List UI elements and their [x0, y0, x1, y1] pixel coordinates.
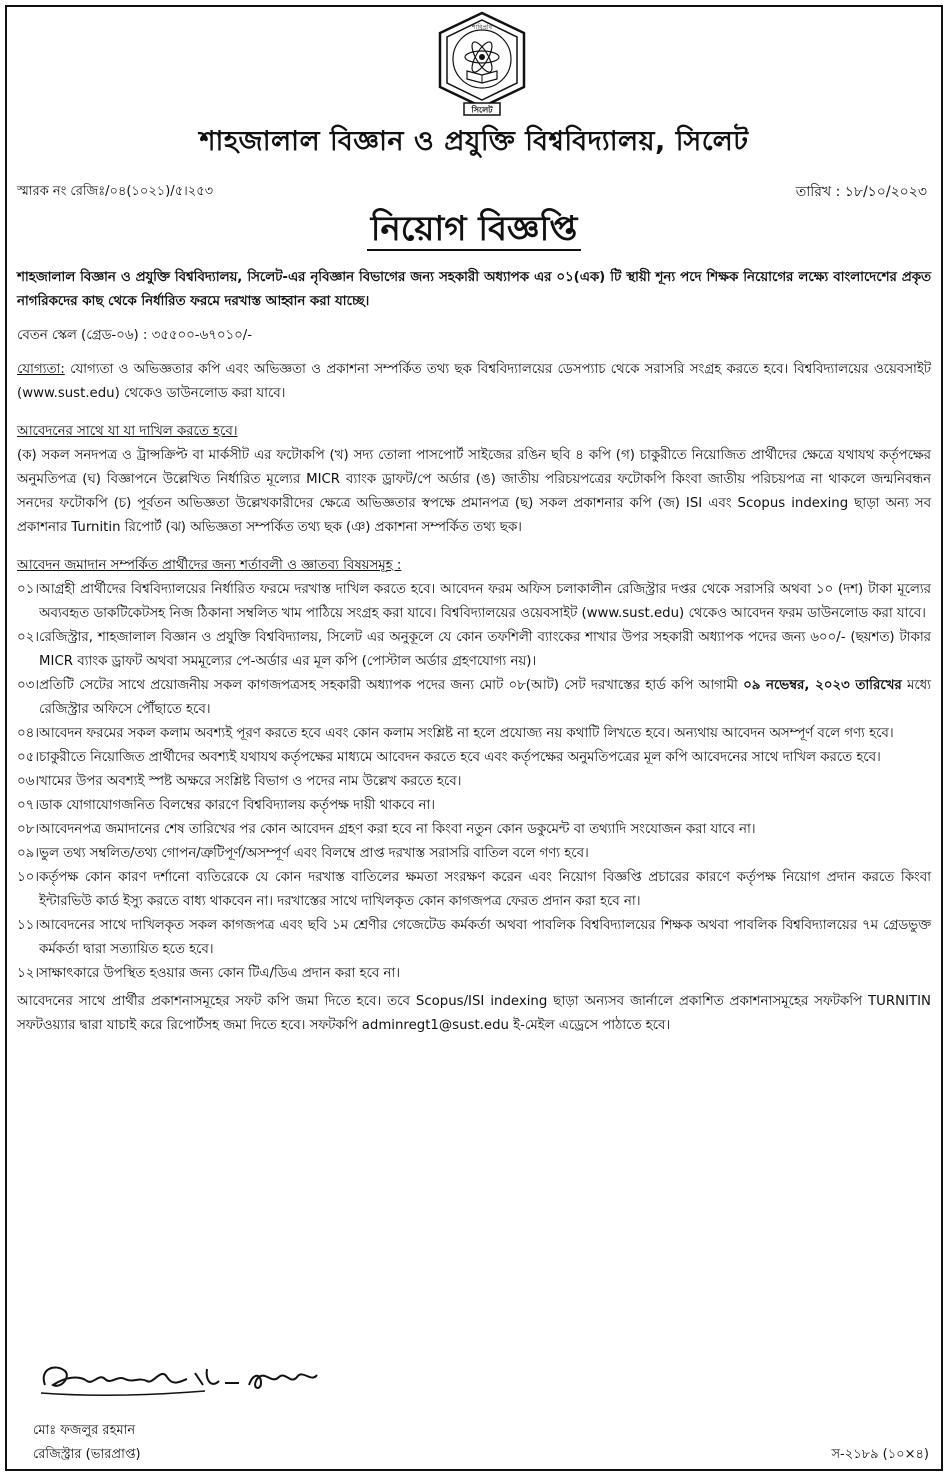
handwritten-signature-icon — [35, 1355, 365, 1405]
documents-list: (ক) সকল সনদপত্র ও ট্রান্সক্রিপ্ট বা মার্কসীট এর ফটোকপি (খ) সদ্য তোলা পাসপোর্ট সাইজের রঙিন ছবি ৪ কপি (গ) চাকুরীতে নিয়োজিত প্রার্থীদের ক্ষেত্রে যথাযথ কর্তৃপক্ষের অনুমতিপত্র (ঘ) বিজ্ঞাপনে উল্লেখিত নির্ধারিত মূল্যের MICR ব্যাংক ড্রাফট/পে অর্ডার (ঙ) জাতীয় পরিচয়পত্রের ফটোকপি কিংবা জাতীয় পরিচয়পত্র না থাকলে জন্মনিবন্ধন সনদের ফটোকপি (চ) পূর্বতন অভিজ্ঞতা উল্লেখকারীদের ক্ষেত্রে অভিজ্ঞতার স্বপক্ষে প্রমানপত্র (ছ) সকল প্রকাশনার কপি (জ) ISI এবং Scopus indexing ছাড়া অন্য সব প্রকাশনার Turnitin রিপোর্ট (ঝ) অভিজ্ঞতা সম্পর্কিত তথ্য ছক (ঞ) প্রকাশনা সম্পর্কিত তথ্য ছক। — [17, 448, 931, 535]
condition-item: ০৯। ভুল তথ্য সম্বলিত/তথ্য গোপন/ত্রুটিপূর্ণ/অসম্পূর্ণ এবং বিলম্বে প্রাপ্ত দরখাস্ত সরাসরি বাতিল বলে গণ্য হবে। — [17, 846, 589, 861]
condition-item: ০৭। ডাক যোগাযোগজনিত বিলম্বের কারণে বিশ্ববিদ্যালয় কর্তৃপক্ষ দায়ী থাকবে না। — [17, 798, 435, 813]
memo-number: স্মারক নং রেজিঃ/০৪(১০২১)/৫।২৫৩ — [17, 184, 214, 199]
conditions-heading: আবেদন জমাদান সম্পর্কিত প্রার্থীদের জন্য শর্তাবলী ও জ্ঞাতব্য বিষয়সমূহ : — [17, 558, 402, 573]
condition-item: ০৬। খামের উপর অবশ্যই স্পষ্ট অক্ষরে সংশ্লিষ্ট বিভাগ ও পদের নাম উল্লেখ করতে হবে। — [17, 774, 462, 789]
job-notice-page — [5, 5, 943, 1471]
condition-item: ০১। আগ্রহী প্রার্থীদের বিশ্ববিদ্যালয়ের নির্ধারিত ফরমে দরখাস্ত দাখিল করতে হবে। আবেদন ফরম অফিস চলাকালীন রেজিস্ট্রার দপ্তর থেকে সরাসরি অথবা ১০ (দশ) টাকা মূল্যের অব্যবহৃত ডাকটিকেটসহ নিজ ঠিকানা সম্বলিত খাম পাঠিয়ে সংগ্রহ করা যাবে। বিশ্ববিদ্যালয়ের ওয়েবসাইট (www.sust.edu) থেকেও আবেদন ফরম ডাউনলোড করা যাবে। — [17, 582, 931, 621]
condition-item: ১২। সাক্ষাৎকারে উপস্থিত হওয়ার জন্য কোন টিএ/ডিএ প্রদান করা হবে না। — [17, 966, 400, 981]
footer-code: স-২১৮৯ (১০×৪) — [831, 1447, 929, 1462]
condition-item: ০৮। আবেদনপত্র জমাদানের শেষ তারিখের পর কোন আবেদন গ্রহণ করা হবে না কিংবা নতুন কোন ডকুমেন্ট বা তথ্যাদি সংযোজন করা যাবে না। — [17, 822, 756, 837]
qualification-label: যোগ্যতা: — [17, 362, 65, 377]
condition-item: ০৪। আবেদন ফরমের সকল কলাম অবশ্যই পূরণ করতে হবে এবং কোন কলাম সংশ্লিষ্ট না হলে প্রযোজ্য নয় কথাটি লিখতে হবে। অন্যথায় আবেদন অসম্পূর্ণ বলে গণ্য হবে। — [17, 726, 894, 741]
university-name: শাহজালাল বিজ্ঞান ও প্রযুক্তি বিশ্ববিদ্যালয়, সিলেট — [199, 126, 749, 157]
salary-scale: বেতন স্কেল (গ্রেড-০৬) : ৩৫৫০০-৬৭০১০/- — [17, 328, 253, 343]
notice-date: তারিখ : ১৮/১০/২০২৩ — [795, 184, 927, 200]
signatory-designation: রেজিস্ট্রার (ভারপ্রাপ্ত) — [33, 1447, 141, 1462]
signatory-block — [33, 1419, 141, 1467]
condition-item: ০৫। চাকুরীতে নিয়োজিত প্রার্থীদের অবশ্যই যথাযথ কর্তৃপক্ষের মাধ্যমে আবেদন করতে হবে এবং কর্তৃপক্ষের অনুমতিপত্রের মূল কপি আবেদনের সাথে দাখিল করতে হবে। — [17, 750, 881, 765]
university-seal-icon — [434, 11, 530, 117]
intro-paragraph: শাহজালাল বিজ্ঞান ও প্রযুক্তি বিশ্ববিদ্যালয়, সিলেট-এর নৃবিজ্ঞান বিভাগের জন্য সহকারী অধ্যাপক এর ০১(এক) টি স্থায়ী শূন্য পদে শিক্ষক নিয়োগের লক্ষ্যে বাংলাদেশের প্রকৃত নাগরিকদের কাছ থেকে নির্ধারিত ফরমে দরখাস্ত আহ্বান করা যাচ্ছে। — [17, 270, 931, 309]
signatory-name: মোঃ ফজলুর রহমান — [33, 1423, 136, 1438]
notice-title: নিয়োগ বিজ্ঞপ্তি — [7, 203, 941, 260]
qualification-paragraph — [17, 358, 931, 406]
closing-paragraph: আবেদনের সাথে প্রার্থীর প্রকাশনাসমূহের সফট কপি জমা দিতে হবে। তবে Scopus/ISI indexing ছাড়া অন্যসব জার্নালে প্রকাশিত প্রকাশনাসমূহের সফটকপি TURNITIN সফটওয়্যার দ্বারা যাচাই করে রিপোর্টসহ জমা দিতে হবে। সফটকপি adminregt1@sust.edu ই-মেইল এড্রেসে পাঠাতে হবে। — [17, 994, 931, 1033]
condition-item: ১১। আবেদনের সাথে দাখিলকৃত সকল কাগজপত্র এবং ছবি ১ম শ্রেণীর গেজেটেড কর্মকর্তা অথবা পাবলিক বিশ্ববিদ্যালয়ের শিক্ষক অথবা পাবলিক বিশ্ববিদ্যালয়ের ৭ম গ্রেডভুক্ত কর্মকর্তা দ্বারা সত্যায়িত হতে হবে। — [17, 918, 931, 957]
condition-item: ১০। কর্তৃপক্ষ কোন কারণ দর্শানো ব্যতিরেকে যে কোন দরখাস্ত বাতিলের ক্ষমতা সংরক্ষণ করেন এবং নিয়োগ বিজ্ঞপ্তি প্রচারের কারণে কর্তৃপক্ষ নিয়োগ প্রদান করতে কিংবা ইন্টারভিউ কার্ড ইস্যু করতে বাধ্য থাকবেন না। দরখাস্তের সাথে দাখিলকৃত কোন কাগজপত্র ফেরত প্রদান করা হবে না। — [17, 870, 931, 909]
notice-body — [17, 266, 931, 1038]
seal-banner-text: সিলেট — [471, 105, 493, 115]
condition-item: ০২। রেজিস্ট্রার, শাহজালাল বিজ্ঞান ও প্রযুক্তি বিশ্ববিদ্যালয়, সিলেট এর অনুকূলে যে কোন তফশিলী ব্যাংকের শাখার উপর সহকারী অধ্যাপক পদের জন্য ৬০০/- (ছয়শত) টাকার MICR ব্যাংক ড্রাফট অথবা সমমূল্যের পে-অর্ডার এর মূল কপি (পোস্টাল অর্ডার গ্রহণযোগ্য নয়)। — [17, 630, 931, 669]
condition-item: ০৩। প্রতিটি সেটের সাথে প্রয়োজনীয় সকল কাগজপত্রসহ সহকারী অধ্যাপক পদের জন্য মোট ০৮(আট) সেট দরখাস্তের হার্ড কপি আগামী ০৯ নভেম্বর, ২০২৩ তারিখের মধ্যে রেজিস্ট্রার অফিসে পৌঁছাতে হবে। — [17, 678, 931, 717]
deadline-date: ০৯ নভেম্বর, ২০২৩ তারিখের — [743, 678, 902, 693]
seal-ring-text: শাবিপ্রবি — [472, 24, 492, 31]
qualification-text: যোগ্যতা ও অভিজ্ঞতার কপি এবং অভিজ্ঞতা ও প্রকাশনা সম্পর্কিত তথ্য ছক বিশ্ববিদ্যালয়ের ডেসপ্যাচ থেকে সরাসরি সংগ্রহ করতে হবে। বিশ্ববিদ্যালয়ের ওয়েবসাইট (www.sust.edu) থেকেও ডাউনলোড করা যাবে। — [17, 362, 931, 401]
documents-heading: আবেদনের সাথে যা যা দাখিল করতে হবে। — [17, 424, 238, 439]
